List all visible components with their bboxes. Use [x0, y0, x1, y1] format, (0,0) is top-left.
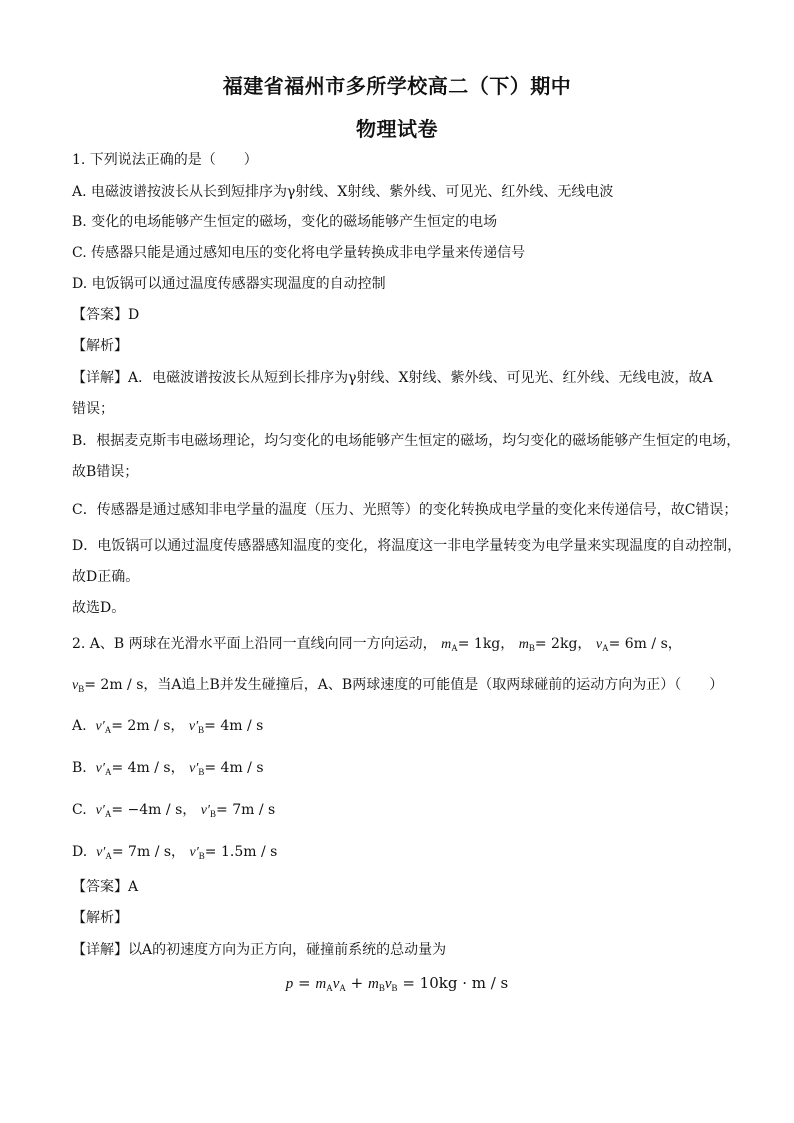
mass-b-value: = 2kg — [534, 636, 578, 652]
q1-answer — [72, 305, 734, 325]
q1-detail-a-cont: 错误； — [72, 401, 114, 417]
mass-a: $m_A$ — [441, 637, 458, 653]
answer-label: 【答案】 — [72, 879, 128, 895]
velocity-b-value: = 2m / s — [84, 677, 144, 693]
q2-stem-line-1: 2. A、B 两球在光滑水平面上沿同一直线向同一方向运动， $m_A= 1kg$， $m_B= 2kg$， $v_A= 6m / s$， — [72, 636, 682, 653]
q2-answer — [72, 877, 734, 897]
q2-detail — [72, 940, 734, 960]
q1-conclusion: 故选D。 — [72, 600, 126, 616]
q1-analysis-label: 【解析】 — [72, 338, 128, 354]
option-vb: = 1.5m / s — [204, 844, 278, 860]
q1-detail-b: B．根据麦克斯韦电磁场理论，均匀变化的电场能够产生恒定的磁场，均匀变化的磁场能够产生恒定的电场， — [72, 433, 741, 449]
page-subtitle: 物理试卷 — [356, 117, 438, 141]
q1-option-b: B. 变化的电场能够产生恒定的磁场，变化的磁场能够产生恒定的电场 — [72, 214, 498, 230]
option-va: = −4m / s — [111, 802, 183, 818]
q1-stem: 1. 下列说法正确的是（ ） — [72, 152, 258, 168]
q1-option-c: C. 传感器只能是通过感知电压的变化将电学量转换成非电学量来传递信号 — [72, 245, 526, 261]
option-vb: = 4m / s — [204, 718, 264, 734]
detail-label: 【详解】 — [72, 370, 128, 386]
mass-a-value: = 1kg — [457, 636, 501, 652]
q2-option-c: C. $v'_A= -4m / s$， $v'_B= 7m / s$ — [72, 802, 276, 819]
detail-a-text: A．电磁波谱按波长从短到长排序为γ射线、X射线、紫外线、可见光、红外线、无线电波，故A — [128, 370, 713, 386]
detail-label: 【详解】 — [72, 942, 128, 958]
formula-result: = 10kg · m / s — [402, 974, 509, 992]
option-va: = 7m / s — [111, 844, 172, 860]
momentum-formula: $p = m_Av_A + m_Bv_B = 10kg \cdot m / s$ — [285, 974, 509, 993]
q1-detail-b-cont: 故B错误； — [72, 464, 139, 480]
q1-detail-a — [72, 368, 734, 388]
detail-text: 以A的初速度方向为正方向，碰撞前系统的总动量为 — [128, 942, 447, 958]
answer-value: A — [128, 879, 139, 895]
page-title: 福建省福州市多所学校高二（下）期中 — [222, 74, 572, 98]
q2-stem-text-2: ，当A追上B并发生碰撞后，A、B两球速度的可能值是（取两球碰前的运动方向为正）（ ） — [143, 677, 724, 693]
option-letter: A. — [72, 718, 87, 734]
option-vb: = 4m / s — [204, 760, 264, 776]
q2-analysis-label: 【解析】 — [72, 910, 128, 926]
q2-option-d: D. $v'_A= 7m / s$， $v'_B= 1.5m / s$ — [72, 844, 278, 861]
option-letter: D. — [72, 844, 88, 860]
option-va: = 2m / s — [111, 718, 171, 734]
q1-detail-d-cont: 故D正确。 — [72, 569, 140, 585]
q2-stem-line-2 — [72, 675, 734, 696]
q1-option-a: A. 电磁波谱按波长从长到短排序为γ射线、X射线、紫外线、可见光、红外线、无线电波 — [72, 184, 614, 200]
answer-label: 【答案】 — [72, 307, 128, 323]
q1-option-d: D. 电饭锅可以通过温度传感器实现温度的自动控制 — [72, 276, 386, 292]
answer-value: D — [128, 307, 140, 323]
q2-option-a: A. $v'_A= 2m / s$， $v'_B= 4m / s$ — [72, 718, 264, 735]
option-vb: = 7m / s — [216, 802, 276, 818]
option-letter: B. — [72, 760, 87, 776]
q1-detail-d: D．电饭锅可以通过温度传感器感知温度的变化，将温度这一非电学量转变为电学量来实现温度的自动控制， — [72, 538, 742, 554]
velocity-a-value: = 6m / s — [608, 636, 668, 652]
mass-b: $m_B$ — [518, 637, 535, 653]
q1-detail-c: C．传感器是通过感知非电学量的温度（压力、光照等）的变化转换成电学量的变化来传递信号，故C错误； — [72, 502, 738, 518]
option-letter: C. — [72, 802, 87, 818]
q2-stem-text: 2. A、B 两球在光滑水平面上沿同一直线向同一方向运动， — [72, 636, 437, 652]
q2-option-b: B. $v'_A= 4m / s$， $v'_B= 4m / s$ — [72, 760, 264, 777]
velocity-b: $v_B$ — [72, 678, 85, 694]
option-va: = 4m / s — [111, 760, 171, 776]
velocity-a: $v_A$ — [595, 637, 609, 653]
